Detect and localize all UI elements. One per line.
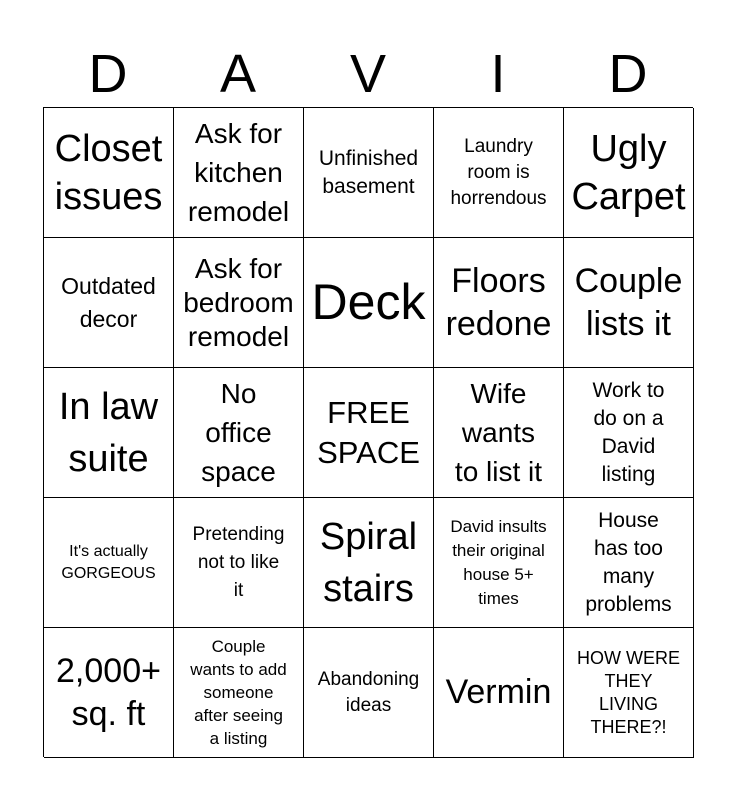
bingo-cell[interactable] [174,368,304,498]
bingo-cell[interactable] [174,628,304,758]
cell-text: Ask for bedroom remodel [183,252,294,352]
bingo-cell[interactable] [564,628,694,758]
cell-text: Work to do on a David listing [592,378,665,486]
bingo-cell[interactable] [304,628,434,758]
bingo-cell[interactable] [304,498,434,628]
cell-text: In law suite [58,385,159,480]
bingo-cell[interactable] [564,498,694,628]
header-letter: I [490,44,506,104]
cell-text: FREE SPACE [317,394,420,470]
cell-text: Laundry room is horrendous [450,135,547,209]
cell-text: Couple wants to add someone after seeing a listing [190,637,287,748]
cell-text: Wife wants to list it [454,378,543,487]
bingo-cell[interactable] [434,368,564,498]
bingo-cell[interactable] [304,238,434,368]
header-letter: A [219,44,257,104]
cell-text: It's actually GORGEOUS [61,542,156,582]
cell-text: 2,000+ sq. ft [56,651,161,733]
header-letter: D [88,44,128,104]
cell-text: Spiral stairs [319,515,418,610]
cell-text: Closet issues [54,127,163,218]
bingo-header [43,40,693,108]
bingo-board [43,107,693,757]
bingo-cell[interactable] [434,108,564,238]
cell-text: Vermin [445,673,552,711]
bingo-cell[interactable] [434,238,564,368]
bingo-cell[interactable] [44,368,174,498]
cell-text: David insults their original house 5+ times [450,516,547,608]
bingo-cell[interactable] [174,238,304,368]
cell-text: HOW WERE THEY LIVING THERE?! [577,647,680,737]
bingo-cell[interactable] [434,498,564,628]
cell-text: Unfinished basement [318,146,419,198]
header-letter: V [349,44,387,104]
bingo-cell[interactable] [174,498,304,628]
bingo-cell[interactable] [44,108,174,238]
bingo-cell[interactable] [564,368,694,498]
cell-text: Abandoning ideas [317,668,420,716]
bingo-cell[interactable] [434,628,564,758]
bingo-cell[interactable] [304,368,434,498]
bingo-cell[interactable] [304,108,434,238]
bingo-cell[interactable] [564,108,694,238]
cell-text: Outdated decor [61,272,156,332]
cell-text: Ugly Carpet [571,127,686,218]
cell-text: Pretending not to like it [192,523,285,601]
cell-text: Floors redone [445,261,552,343]
cell-text: No office space [201,378,276,487]
cell-text: Couple lists it [574,261,683,343]
cell-text: House has too many problems [585,508,672,616]
bingo-cell[interactable] [44,238,174,368]
bingo-cell[interactable] [44,628,174,758]
cell-text: Deck [311,274,426,330]
header-letter: D [608,44,648,104]
cell-text: Ask for kitchen remodel [187,118,290,227]
bingo-cell[interactable] [564,238,694,368]
bingo-cell[interactable] [44,498,174,628]
bingo-cell[interactable] [174,108,304,238]
